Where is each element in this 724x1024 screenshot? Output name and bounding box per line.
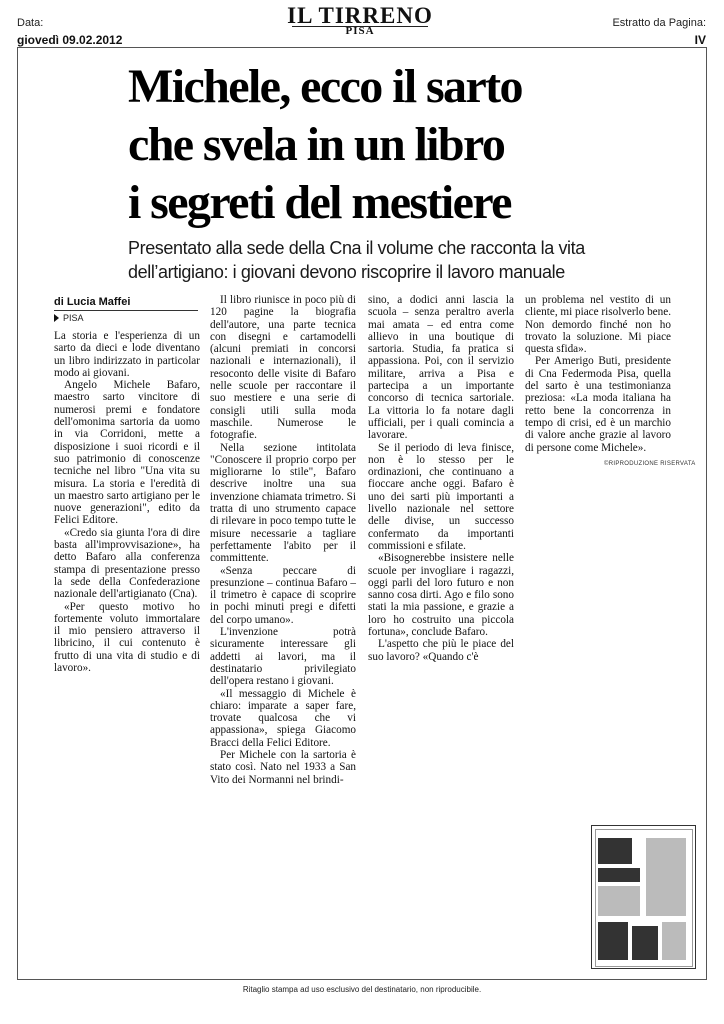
- article-subheadline: [128, 236, 698, 284]
- headline-line: che svela in un libro: [128, 118, 505, 171]
- article-headline: [128, 58, 688, 232]
- headline-line: Michele, ecco il sarto: [128, 60, 522, 113]
- page-label: Estratto da Pagina:: [612, 17, 706, 29]
- article-column-1: [54, 330, 200, 674]
- article-column-2: [210, 294, 356, 786]
- article-column-4: [525, 294, 671, 454]
- triangle-icon: [54, 314, 59, 322]
- paragraph: un problema nel vestito di un cliente, mi piace risolverlo bene. Non demordo finché non ho trovato la soluzione. Mi piace questa sfida».: [525, 294, 672, 356]
- thumbnail-text: [646, 838, 686, 916]
- page-number: IV: [694, 33, 706, 47]
- paragraph: Per Michele con la sartoria è stato così. Nato nel 1933 a San Vito dei Normanni nel brindi-: [210, 748, 356, 786]
- paragraph: L'invenzione potrà sicuramente interessare gli addetti ai lavori, ma il destinatario privilegiato dell'opera restano i giovani.: [210, 626, 356, 688]
- paragraph: «Senza peccare di presunzione – continua Bafaro – il trimetro è capace di scoprire in pochi minuti pregi e difetti del corpo umano».: [210, 564, 356, 626]
- paragraph: L'aspetto che più le piace del suo lavoro? «Quando c'è: [368, 638, 514, 663]
- paragraph: «Bisognerebbe insistere nelle scuole per invogliare i ragazzi, oggi parli del loro futuro e non sanno cosa dirti. Ago e filo sono stati la mia passione, e grazie a loro ho costruito una piccola fortuna», conclude Bafaro.: [368, 552, 514, 639]
- subhead-line: Presentato alla sede della Cna il volume che racconta la vita: [128, 238, 585, 258]
- byline: di Lucia Maffei: [54, 296, 198, 311]
- dateline-city: PISA: [63, 313, 84, 323]
- reproduction-notice: ©RIPRODUZIONE RISERVATA: [604, 461, 696, 467]
- subhead-line: dell’artigiano: i giovani devono riscoprire il lavoro manuale: [128, 262, 565, 282]
- paragraph: Nella sezione intitolata "Conoscere il proprio corpo per migliorarne lo stile", Bafaro descrive inoltre una sua invenzione chiamata trimetro. Si tratta di uno strumento capace di rilevare in poco tempo tutte le misure necessarie a tagliare perfettamente l'abito per il committente.: [210, 441, 357, 565]
- footer-notice: Ritaglio stampa ad uso esclusivo del destinatario, non riproducibile.: [242, 985, 482, 994]
- thumbnail-headline: [598, 868, 640, 882]
- edition-name: PISA: [345, 25, 375, 37]
- article-column-3: [368, 294, 514, 663]
- thumbnail-ad: [632, 926, 658, 960]
- paragraph: Angelo Michele Bafaro, maestro sarto vincitore di numerosi premi e fondatore dell'omonima sartoria da uomo in via Corridoni, mette a disposizione i suoi ricordi e il suo patrimonio di conoscenze tecniche nel libro "Una vita su misura. La storia e l'eredità di un maestro sarto artigiano per le nuove generazioni", edito da Felici Editore.: [54, 379, 200, 527]
- thumbnail-ad: [598, 922, 628, 960]
- date-label: Data:: [17, 17, 44, 29]
- newspaper-masthead: IL TIRRENO: [287, 3, 433, 28]
- thumbnail-text: [598, 886, 640, 916]
- paragraph: «Credo sia giunta l'ora di dire basta all'improvvisazione», ha detto Bafaro alla conferenza stampa di presentazione presso la sede della Confederazione nazionale dell'artigianato (Cna).: [54, 526, 200, 601]
- paragraph: Se il periodo di leva finisce, non è lo stesso per le ordinazioni, che continuano a fioccare anche oggi. Bafaro è uno dei sarti più importanti a livello nazionale nel settore delle divise, un successo confermato da importanti commissioni e sfilate.: [368, 441, 514, 552]
- headline-line: i segreti del mestiere: [128, 176, 511, 229]
- issue-date: giovedì 09.02.2012: [17, 33, 123, 47]
- paragraph: «Per questo motivo ho fortemente voluto immortalare il mio pensiero attraverso il libricino, il cui contenuto è frutto di una vita di studio e di lavoro».: [54, 600, 200, 675]
- paragraph: Per Amerigo Buti, presidente di Cna Federmoda Pisa, quella del sarto è una testimonianza preziosa: «La moda italiana ha retto bene la concorrenza in tempo di crisi, ed è un marchio di valore anche grazie al lavoro di persone come Michele».: [525, 355, 671, 454]
- paragraph: «Il messaggio di Michele è chiaro: imparate a saper fare, trovate qualcosa che vi appassiona», spiega Giacomo Bracci della Felici Editore.: [210, 687, 356, 749]
- page-thumbnail: [591, 825, 696, 969]
- paragraph: sino, a dodici anni lascia la scuola – senza peraltro averla mai amata – ed entra come allievo in una boutique di sartoria. Studia, fa pratica si appassiona. Poi, con il servizio militare, arriva a Pisa e partecipa a un importante concorso di tecnica sartoriale. La vittoria lo fa notare dagli ufficiali, per i quali comincia a lavorare.: [368, 294, 514, 442]
- thumbnail-photo: [598, 838, 632, 864]
- paragraph: Il libro riunisce in poco più di 120 pagine la biografia dell'autore, una parte tecnica con disegni e cartamodelli (alcuni premiati in concorsi nazionali e internazionali), il resoconto delle visite di Bafaro nelle scuole per raccontare il suo mestiere e una serie di consigli utili sulla moda maschile. Numerose le fotografie.: [210, 294, 356, 442]
- paragraph: La storia e l'esperienza di un sarto da dieci e lode diventano un libro indirizzato in particolar modo ai giovani.: [54, 330, 200, 379]
- thumbnail-text: [662, 922, 686, 960]
- dateline: [54, 313, 84, 323]
